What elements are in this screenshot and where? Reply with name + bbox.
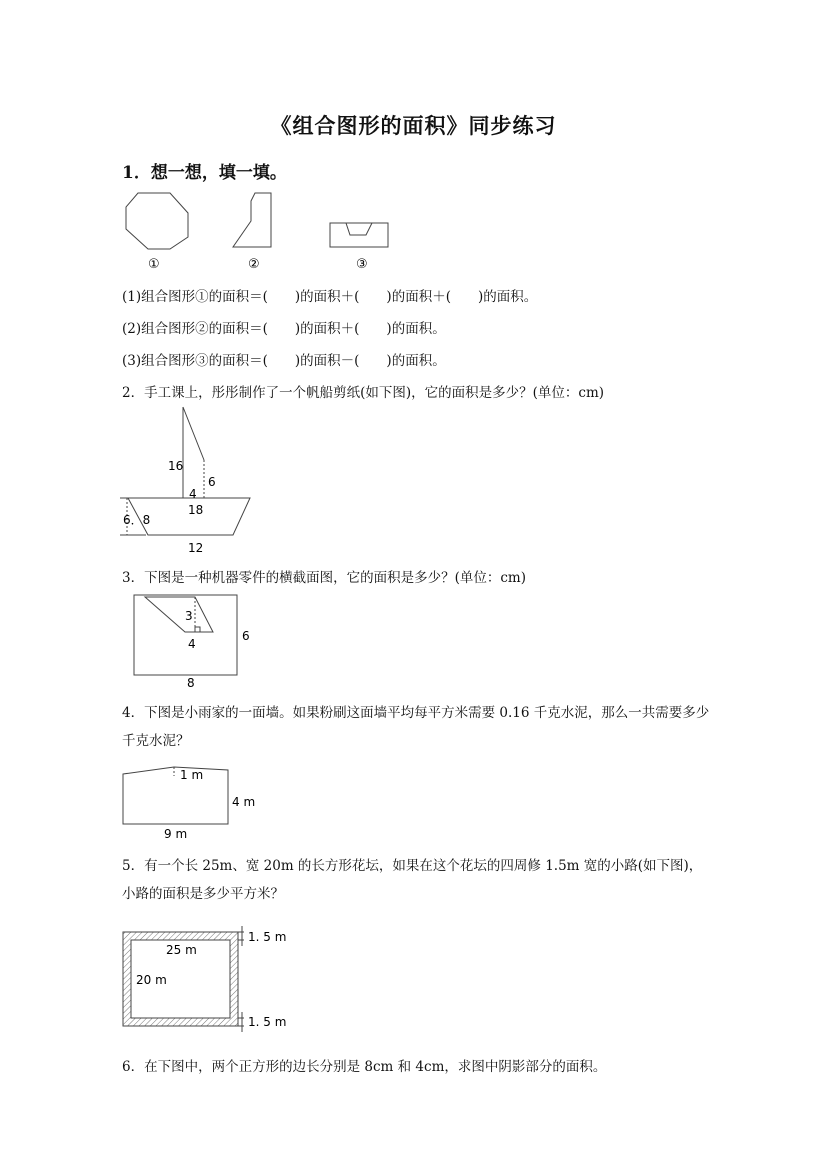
q5-label-1-5m-top: 1. 5 m xyxy=(248,930,287,944)
q5-text: 5．有一个长 25m、宽 20m 的长方形花坛，如果在这个花坛的四周修 1.5m 宽的小路(如下图)，小路的面积是多少平方米？ xyxy=(122,858,703,902)
q3-part-figure xyxy=(125,590,260,690)
q1-heading: 1．想一想，填一填。 xyxy=(122,163,287,183)
q2-label-6: 6 xyxy=(208,475,216,489)
q4-label-9m: 9 m xyxy=(164,827,188,841)
q1-line-3: (3)组合图形③的面积＝( )的面积－( )的面积。 xyxy=(122,353,446,369)
q1-figure-2 xyxy=(233,193,271,247)
q1-figure-label-3: ③ xyxy=(356,257,368,272)
q5-label-20m: 20 m xyxy=(136,973,167,987)
q3-text: 3．下图是一种机器零件的横截面图，它的面积是多少？(单位：cm) xyxy=(122,570,526,586)
q1-figures xyxy=(118,185,408,275)
q2-label-18: 18 xyxy=(188,503,204,517)
q2-text: 2．手工课上，彤彤制作了一个帆船剪纸(如下图)，它的面积是多少？(单位：cm) xyxy=(122,385,605,401)
q5-flowerbed-figure xyxy=(118,922,308,1034)
q5-label-1-5m-bottom: 1. 5 m xyxy=(248,1015,287,1029)
q1-line-2: (2)组合图形②的面积＝( )的面积＋( )的面积。 xyxy=(122,321,446,337)
q1-figure-1 xyxy=(126,193,188,249)
page-title: 《组合图形的面积》同步练习 xyxy=(270,113,557,138)
q2-label-16: 16 xyxy=(168,459,184,473)
q4-wall-figure xyxy=(118,762,268,842)
q2-sailboat-figure xyxy=(118,402,278,557)
q3-label-6: 6 xyxy=(242,629,250,643)
q3-label-4: 4 xyxy=(188,637,196,651)
q1-figure-label-1: ① xyxy=(148,257,160,272)
q2-label-12: 12 xyxy=(188,541,204,555)
q1-figure-3 xyxy=(330,223,388,247)
q1-figure-label-2: ② xyxy=(248,257,260,272)
q3-label-3: 3 xyxy=(185,609,193,623)
q2-label-6-8: 6．8 xyxy=(123,513,151,527)
q6-text: 6．在下图中，两个正方形的边长分别是 8cm 和 4cm，求图中阴影部分的面积。 xyxy=(122,1059,607,1075)
q4-label-4m: 4 m xyxy=(232,795,256,809)
q4-label-1m: 1 m xyxy=(180,768,204,782)
q3-label-8: 8 xyxy=(187,676,195,690)
q4-text: 4．下图是小雨家的一面墙。如果粉刷这面墙平均每平方米需要 0.16 千克水泥，那么一共需要多少千克水泥？ xyxy=(122,705,710,749)
q2-label-4: 4 xyxy=(189,487,197,501)
q1-line-1: (1)组合图形①的面积＝( )的面积＋( )的面积＋( )的面积。 xyxy=(122,289,538,305)
q5-label-25m: 25 m xyxy=(166,943,197,957)
